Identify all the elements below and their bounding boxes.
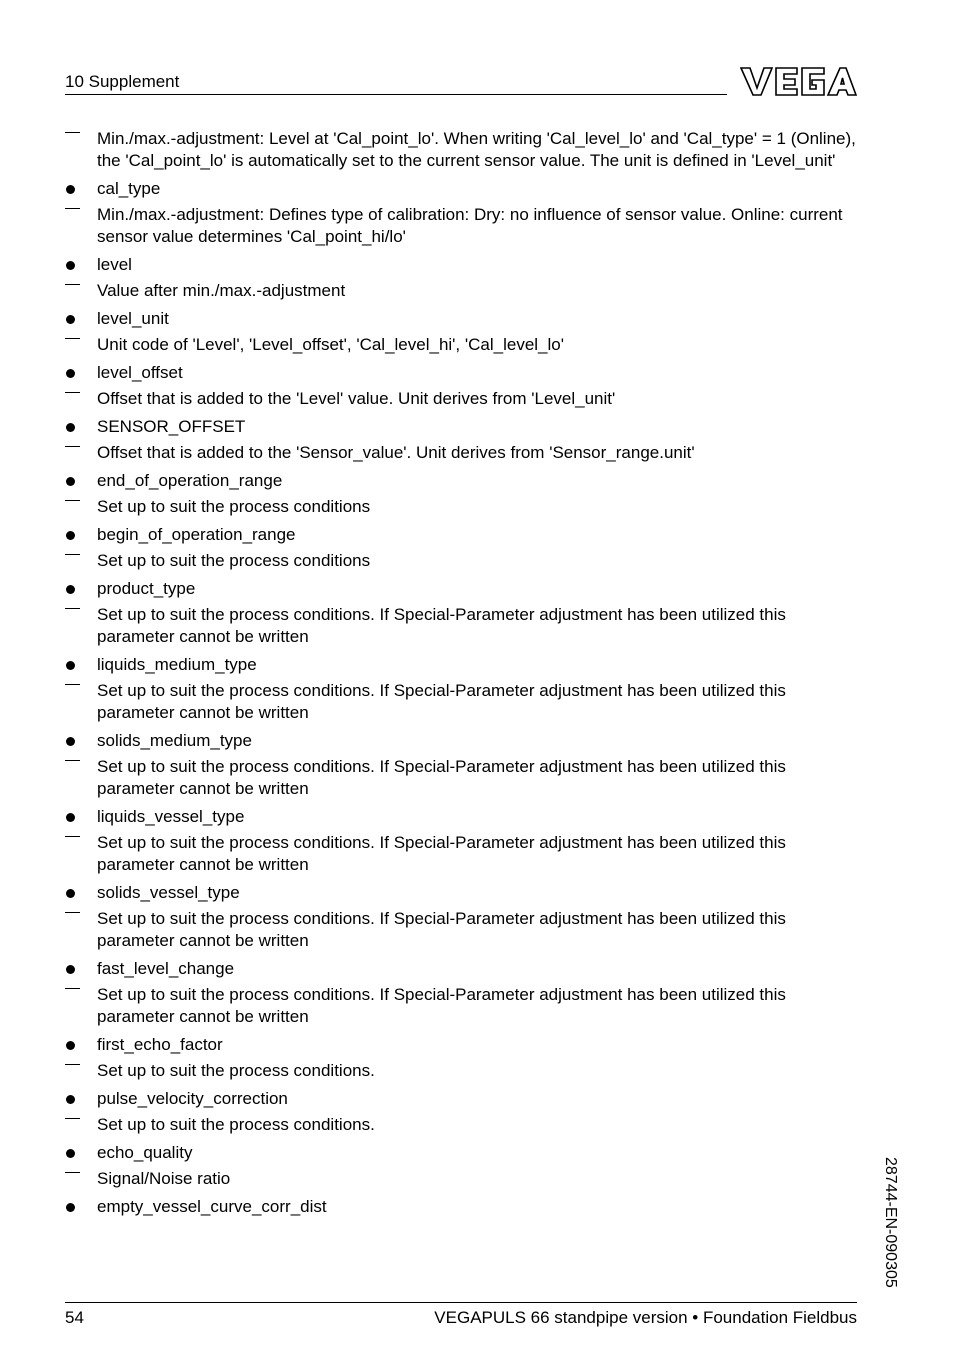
- bullet-icon: [65, 1196, 81, 1218]
- bullet-icon: [65, 308, 81, 330]
- entry-text: level_unit: [97, 309, 169, 328]
- bullet-icon: [65, 806, 81, 828]
- parameter-description-item: [65, 334, 857, 356]
- dash-icon: [65, 908, 81, 930]
- parameter-description-item: [65, 908, 857, 952]
- dash-icon: [65, 756, 81, 778]
- parameter-description-item: [65, 756, 857, 800]
- entry-text: Set up to suit the process conditions.: [97, 1061, 375, 1080]
- parameter-name-item: [65, 654, 857, 676]
- entry-text: pulse_velocity_correction: [97, 1089, 288, 1108]
- parameter-description-item: [65, 388, 857, 410]
- entry-text: liquids_vessel_type: [97, 807, 245, 826]
- parameter-description-item: [65, 1060, 857, 1082]
- footer-title: VEGAPULS 66 standpipe version • Foundation Fieldbus: [434, 1308, 857, 1327]
- dash-icon: [65, 388, 81, 410]
- parameter-name-item: [65, 308, 857, 330]
- bullet-icon: [65, 654, 81, 676]
- entry-text: level: [97, 255, 132, 274]
- entry-text: solids_medium_type: [97, 731, 252, 750]
- bullet-icon: [65, 958, 81, 980]
- entry-text: end_of_operation_range: [97, 471, 283, 490]
- entry-text: Set up to suit the process conditions: [97, 497, 371, 516]
- bullet-icon: [65, 362, 81, 384]
- entry-text: Set up to suit the process conditions.: [97, 1115, 375, 1134]
- dash-icon: [65, 550, 81, 572]
- parameter-name-item: [65, 578, 857, 600]
- parameter-description-item: [65, 442, 857, 464]
- dash-icon: [65, 604, 81, 626]
- entry-text: liquids_medium_type: [97, 655, 257, 674]
- parameter-name-item: [65, 730, 857, 752]
- parameter-name-item: [65, 806, 857, 828]
- parameter-name-item: [65, 1034, 857, 1056]
- entry-text: Set up to suit the process conditions. If Special-Parameter adjustment has been utilized this parameter cannot be written: [97, 909, 786, 950]
- parameter-list: [65, 128, 857, 1218]
- parameter-name-item: [65, 524, 857, 546]
- dash-icon: [65, 496, 81, 518]
- dash-icon: [65, 1060, 81, 1082]
- entry-text: solids_vessel_type: [97, 883, 240, 902]
- entry-text: cal_type: [97, 179, 161, 198]
- entry-text: begin_of_operation_range: [97, 525, 296, 544]
- entry-text: Signal/Noise ratio: [97, 1169, 231, 1188]
- entry-text: level_offset: [97, 363, 183, 382]
- parameter-name-item: [65, 958, 857, 980]
- dash-icon: [65, 204, 81, 226]
- entry-text: Value after min./max.-adjustment: [97, 281, 346, 300]
- entry-text: Unit code of 'Level', 'Level_offset', 'Cal_level_hi', 'Cal_level_lo': [97, 335, 564, 354]
- entry-text: Min./max.-adjustment: Defines type of calibration: Dry: no influence of sensor value. Online: current sensor value determines 'Cal_point_hi/lo': [97, 205, 843, 246]
- bullet-icon: [65, 1034, 81, 1056]
- bullet-icon: [65, 578, 81, 600]
- entry-text: product_type: [97, 579, 196, 598]
- entry-text: echo_quality: [97, 1143, 193, 1162]
- dash-icon: [65, 280, 81, 302]
- dash-icon: [65, 442, 81, 464]
- parameter-name-item: [65, 1196, 857, 1218]
- entry-text: Set up to suit the process conditions. If Special-Parameter adjustment has been utilized this parameter cannot be written: [97, 681, 786, 722]
- entry-text: Min./max.-adjustment: Level at 'Cal_point_lo'. When writing 'Cal_level_lo' and 'Cal_type' = 1 (Online), the 'Cal_point_lo' is automatically set to the current sensor value. The unit is defined in 'Level_unit': [97, 129, 856, 170]
- entry-text: fast_level_change: [97, 959, 235, 978]
- parameter-name-item: [65, 1088, 857, 1110]
- vega-logo: [740, 66, 857, 97]
- parameter-description-item: [65, 1114, 857, 1136]
- page-number: 54: [65, 1308, 84, 1327]
- parameter-name-item: [65, 470, 857, 492]
- page-footer: [65, 1302, 857, 1331]
- entry-text: Set up to suit the process conditions. If Special-Parameter adjustment has been utilized this parameter cannot be written: [97, 833, 786, 874]
- parameter-name-item: [65, 882, 857, 904]
- parameter-description-item: [65, 280, 857, 302]
- entry-text: empty_vessel_curve_corr_dist: [97, 1197, 327, 1216]
- parameter-name-item: [65, 254, 857, 276]
- entry-text: Set up to suit the process conditions. If Special-Parameter adjustment has been utilized this parameter cannot be written: [97, 605, 786, 646]
- parameter-description-item: [65, 604, 857, 648]
- entry-text: Set up to suit the process conditions. If Special-Parameter adjustment has been utilized this parameter cannot be written: [97, 985, 786, 1026]
- bullet-icon: [65, 254, 81, 276]
- bullet-icon: [65, 178, 81, 200]
- bullet-icon: [65, 470, 81, 492]
- dash-icon: [65, 128, 81, 150]
- parameter-description-item: [65, 680, 857, 724]
- parameter-description-item: [65, 832, 857, 876]
- page-header: [65, 72, 727, 95]
- entry-text: Offset that is added to the 'Level' value. Unit derives from 'Level_unit': [97, 389, 616, 408]
- parameter-name-item: [65, 416, 857, 438]
- parameter-description-item: [65, 496, 857, 518]
- bullet-icon: [65, 882, 81, 904]
- parameter-description-item: [65, 984, 857, 1028]
- parameter-name-item: [65, 178, 857, 200]
- entry-text: Set up to suit the process conditions. If Special-Parameter adjustment has been utilized this parameter cannot be written: [97, 757, 786, 798]
- parameter-description-item: [65, 128, 857, 172]
- dash-icon: [65, 984, 81, 1006]
- entry-text: first_echo_factor: [97, 1035, 223, 1054]
- parameter-description-item: [65, 1168, 857, 1190]
- bullet-icon: [65, 1142, 81, 1164]
- dash-icon: [65, 832, 81, 854]
- bullet-icon: [65, 524, 81, 546]
- parameter-description-item: [65, 550, 857, 572]
- dash-icon: [65, 1168, 81, 1190]
- bullet-icon: [65, 730, 81, 752]
- dash-icon: [65, 334, 81, 356]
- parameter-name-item: [65, 362, 857, 384]
- bullet-icon: [65, 1088, 81, 1110]
- dash-icon: [65, 1114, 81, 1136]
- parameter-description-item: [65, 204, 857, 248]
- entry-text: Set up to suit the process conditions: [97, 551, 371, 570]
- bullet-icon: [65, 416, 81, 438]
- dash-icon: [65, 680, 81, 702]
- parameter-name-item: [65, 1142, 857, 1164]
- section-title: 10 Supplement: [65, 72, 180, 91]
- document-code: 28744-EN-090305: [882, 1157, 899, 1288]
- entry-text: SENSOR_OFFSET: [97, 417, 246, 436]
- entry-text: Offset that is added to the 'Sensor_value'. Unit derives from 'Sensor_range.unit': [97, 443, 695, 462]
